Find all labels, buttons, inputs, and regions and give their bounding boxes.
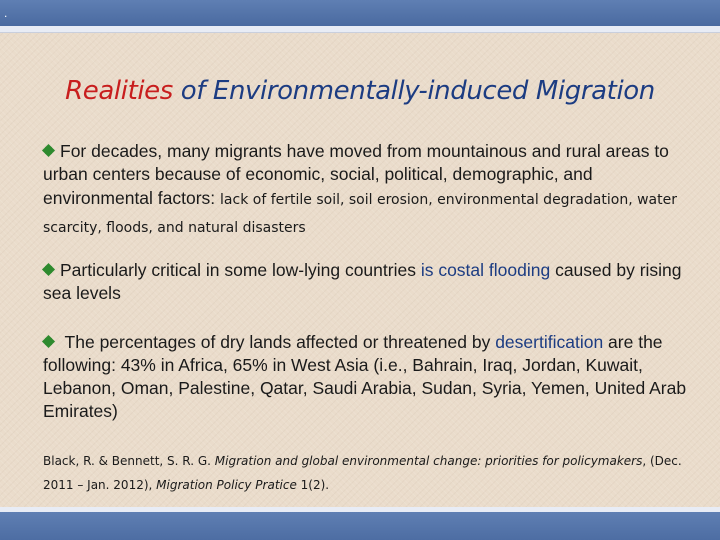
citation [43, 449, 683, 497]
bullet-decades-main: For decades, many migrants have moved from mountainous and rural areas to urban centers because of economic, social, political, demographic, and environmental factors: [43, 141, 669, 208]
slide-title [0, 76, 720, 106]
bullet-decades-factors: lack of fertile soil, soil erosion, environmental degradation, water scarcity, floods, and natural disasters [43, 192, 677, 236]
top-banner [0, 0, 720, 26]
citation-volume: 1(2). [296, 478, 330, 492]
bullet-desertification-after: are the following: 43% in Africa, 65% in West Asia (i.e., Bahrain, Iraq, Jordan, Kuwait, Lebanon, Oman, Palestine, Qatar, Saudi Arabia, Sudan, Syria, Yemen, United Arab Emirates) [43, 332, 687, 421]
diamond-bullet-icon [43, 336, 54, 347]
top-divider [0, 26, 720, 33]
diamond-bullet-icon [43, 145, 54, 156]
title-rest: of Environmentally-induced Migration [172, 76, 655, 106]
citation-authors: Black, R. & Bennett, S. R. G. [43, 454, 215, 468]
header-marker: . [4, 6, 8, 20]
bottom-banner [0, 507, 720, 540]
diamond-bullet-icon [43, 264, 54, 275]
citation-date: , (Dec. 2011 – Jan. 2012), [43, 454, 682, 492]
bullet-coastal [43, 259, 693, 305]
bullet-desertification-highlight: desertification [495, 332, 604, 352]
bullet-desertification [43, 331, 693, 423]
title-highlight: Realities [65, 76, 173, 106]
bullet-coastal-after: caused by rising sea levels [43, 260, 682, 303]
citation-source: Migration Policy Pratice [156, 478, 297, 492]
bullet-coastal-highlight: is costal flooding [420, 260, 551, 280]
bullet-decades [43, 140, 693, 242]
bullet-coastal-main: Particularly critical in some low-lying countries [60, 260, 421, 280]
citation-title: Migration and global environmental change: priorities for policymakers [214, 454, 643, 468]
bullet-desertification-lead: The percentages of dry lands affected or threatened by [60, 332, 496, 352]
